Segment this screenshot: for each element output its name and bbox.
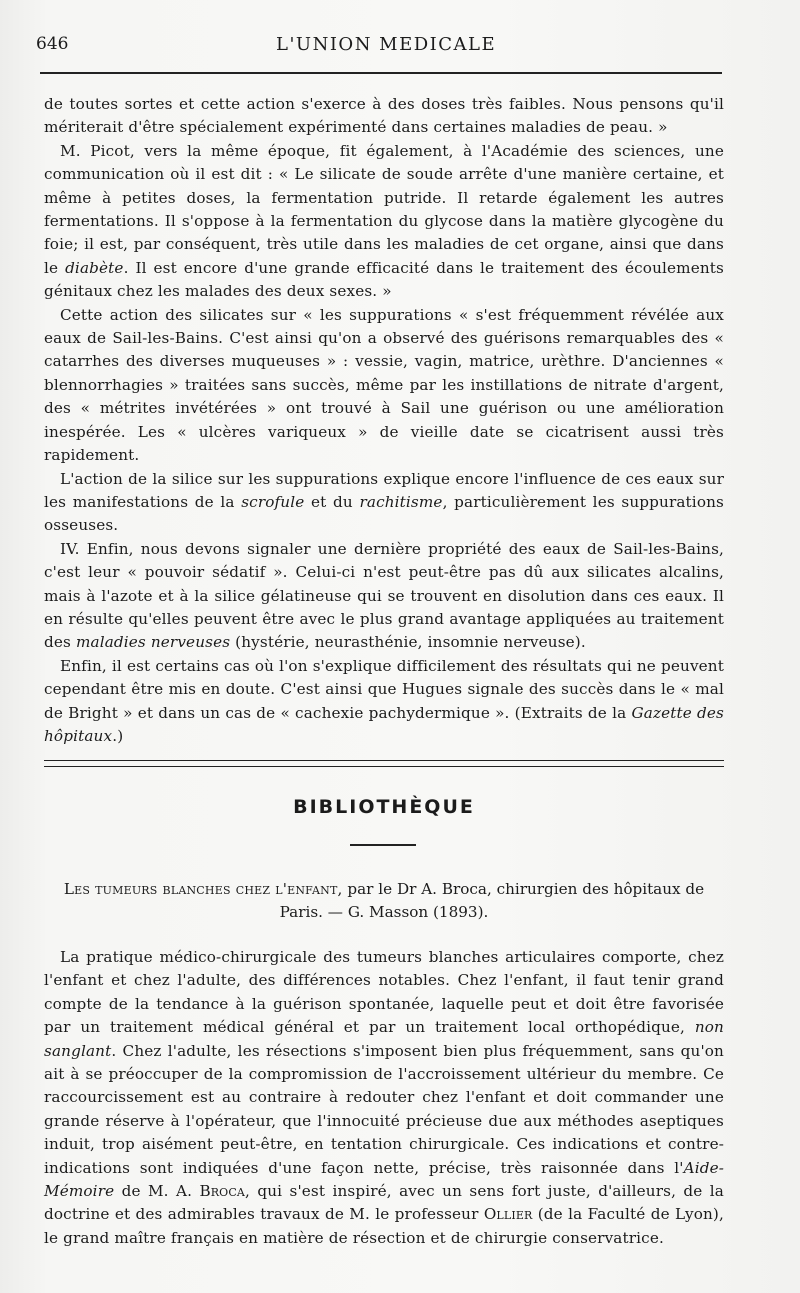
running-title: L'UNION MEDICALE (276, 34, 497, 55)
paragraph: Enfin, il est certains cas où l'on s'explique difficilement des résultats qui ne peuvent cependant être mis en doute. C'est ainsi que Hugues signale des succès dans le « mal de Bright » et dans un cas de « cachexie pachydermique ». (Extraits de la Gazette des hôpitaux.) (44, 656, 724, 745)
book-title: Les tumeurs blanches chez l'enfant, (63, 880, 343, 898)
section-divider (44, 760, 724, 767)
section-title: BIBLIOTHÈQUE (293, 796, 475, 818)
book-author: par le Dr A. Broca, chirurgien des hôpitaux de (342, 880, 705, 898)
book-publisher: Paris. — G. Masson (1893). (279, 903, 489, 921)
review-paragraph: La pratique médico-chirurgicale des tumeurs blanches articulaires comporte, chez l'enfant et chez l'adulte, des différences notables. Chez l'enfant, il faut tenir grand compte de la tendance à la guérison spontanée, laquelle peut et doit être favorisée par un traitement médical général et par un traitement local orthopédique, non sanglant. Chez l'adulte, les résections s'imposent bien plus fréquemment, sans qu'on ait à se préoccuper de la compromission de l'accroissement ultérieur du membre. Ce raccourcissement est au contraire à redouter chez l'enfant et doit commander une grande réserve à l'opérateur, que l'innocuité précieuse due aux méthodes aseptiques induit, trop aisément peut-être, en tentation chirurgicale. Ces indications et contre-indications sont indiquées d'une façon nette, précise, très raisonnée dans l'Aide-Mémoire de M. A. Broca, qui s'est inspiré, avec un sens fort juste, d'ailleurs, de la doctrine et des admirables travaux de M. le professeur Ollier (de la Faculté de Lyon), le grand maître français en matière de résection et de chirurgie conservatrice. (44, 948, 724, 1247)
page-header (36, 34, 732, 64)
article-body (44, 93, 724, 748)
section-title-underline (350, 844, 416, 846)
paragraph: IV. Enfin, nous devons signaler une dernière propriété des eaux de Sail-les-Bains, c'est leur « pouvoir sédatif ». Celui-ci n'est peut-être pas dû aux silicates alcalins, mais à l'azote et à la silice gélatineuse qui se trouvent en disolution dans ces eaux. Il en résulte qu'elles peuvent être avec le plus grand avantage appliquées au traitement des maladies nerveuses (hystérie, neurasthénie, insomnie nerveuse). (44, 539, 724, 652)
review-body (44, 946, 724, 1250)
paragraph: L'action de la silice sur les suppurations explique encore l'influence de ces eaux sur les manifestations de la scrofule et du rachitisme, particulièrement les suppurations osseuses. (44, 469, 724, 535)
header-rule (40, 72, 722, 74)
paragraph: M. Picot, vers la même époque, fit également, à l'Académie des sciences, une communication où il est dit : « Le silicate de soude arrête d'une manière certaine, et même à petites doses, la fermentation putride. Il retarde également les autres fermentations. Il s'oppose à la fermentation du glycose dans la matière glycogène du foie; il est, par conséquent, très utile dans les maladies de cet organe, ainsi que dans le diabète. Il est encore d'une grande efficacité dans le traitement des écoulements génitaux chez les malades des deux sexes. » (44, 141, 724, 301)
paragraph: de toutes sortes et cette action s'exerce à des doses très faibles. Nous pensons qu'il mériterait d'être spécialement expérimenté dans certaines maladies de peau. » (44, 95, 724, 137)
page-number: 646 (36, 34, 69, 54)
paragraph: Cette action des silicates sur « les suppurations « s'est fréquemment révélée aux eaux de Sail-les-Bains. C'est ainsi qu'on a observé des guérisons remarquables des « catarrhes des diverses muqueuses » : vessie, vagin, matrice, urèthre. D'anciennes « blennorrhagies » traitées sans succès, même par les instillations de nitrate d'argent, des « métrites invétérées » ont trouvé à Sail une guérison ou une amélioration inespérée. Les « ulcères variqueux » de vieille date se cicatrisent aussi très rapidement. (44, 305, 724, 465)
book-citation (44, 878, 724, 924)
